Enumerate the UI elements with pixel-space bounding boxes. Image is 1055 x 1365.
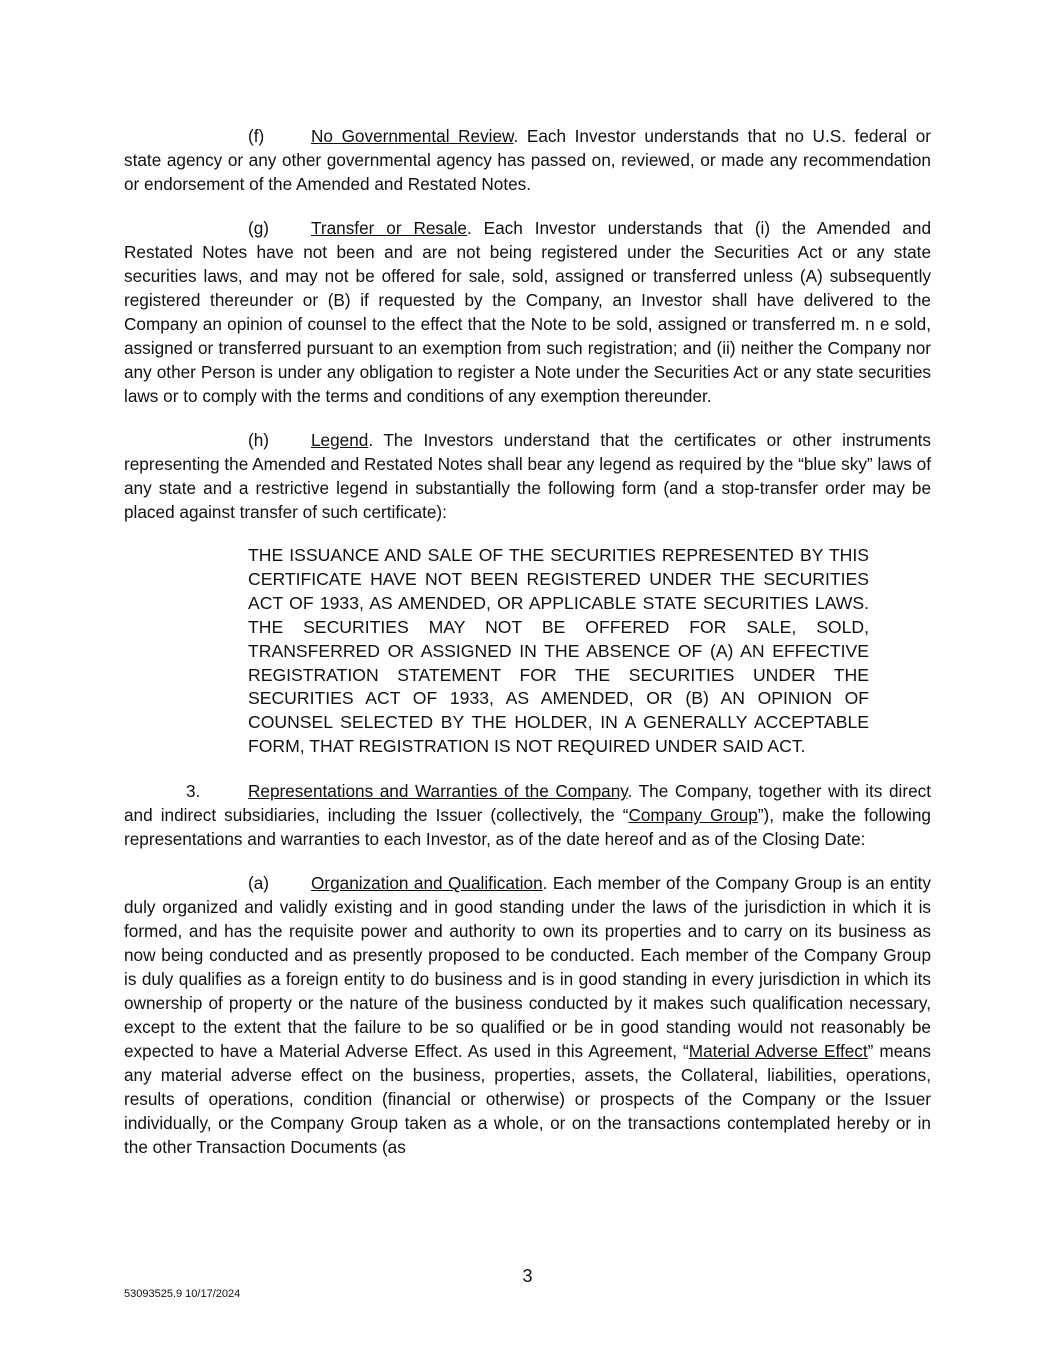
paragraph-heading: Organization and Qualification (311, 873, 543, 894)
document-page (124, 124, 931, 1179)
section-text: ”), make the following representations and warranties to each Investor, as of the date hereof and as of the Closing Date: (124, 805, 931, 850)
paragraph-heading: Legend (311, 430, 369, 450)
defined-term: Material Adverse Effect (688, 1041, 868, 1062)
paragraph-heading: Transfer or Resale (311, 218, 467, 238)
paragraph-text: . Each Investor understands that (i) the Amended and Restated Notes have not been and are not being registered under the Securities Act or any state securities laws, and may not be offered for sale, sold, assigned or transferred unless (A) subsequently registered thereunder or (B) if requested by the Company, an Investor shall have delivered to the Company an opinion of counsel to the effect that the Note to be sold, assigned or transferred m. n e sold, assigned or transferred pursuant to an exemption from such registration; and (ii) neither the Company nor any other Person is under any obligation to register a Note under the Securities Act or any state securities laws or to comply with the terms and conditions of any exemption thereunder. (124, 218, 931, 406)
paragraph-text: . Each Investor understands that no U.S. federal or state agency or any other governmental agency has passed on, reviewed, or made any recommendation or endorsement of the Amended and Restated Notes. (124, 126, 931, 194)
section-marker: 3. (186, 781, 201, 802)
section-3 (124, 779, 931, 851)
paragraph-h (124, 428, 931, 524)
paragraph-f (124, 124, 931, 196)
defined-term: Company Group (628, 805, 758, 826)
document-id: 53093525.9 10/17/2024 (124, 1288, 241, 1300)
section-heading: Representations and Warranties of the Company (248, 781, 628, 802)
paragraph-marker: (h) (248, 430, 270, 450)
paragraph-g (124, 216, 931, 408)
paragraph-text: . Each member of the Company Group is an entity duly organized and validly existing and in good standing under the laws of the jurisdiction in which it is formed, and has the requisite power and authority to own its properties and to carry on its business as now being conducted and as presently proposed to be conducted. Each member of the Company Group is duly qualifies as a foreign entity to do business and is in good standing in every jurisdiction in which its ownership of property or the nature of the business conducted by it makes such qualification necessary, except to the extent that the failure to be so qualified or be in good standing would not reasonably be expected to have a Material Adverse Effect. As used in this Agreement, “ (124, 873, 931, 1062)
paragraph-a (124, 871, 931, 1159)
paragraph-marker: (f) (248, 126, 265, 146)
paragraph-heading: No Governmental Review (311, 126, 514, 146)
page-number: 3 (522, 1266, 533, 1286)
paragraph-marker: (a) (248, 873, 270, 894)
section-text: . The Company, together with its direct and indirect subsidiaries, including the Issuer (collectively, the “ (124, 781, 931, 826)
paragraph-text: . The Investors understand that the certificates or other instruments representing the Amended and Restated Notes shall bear any legend as required by the “blue sky” laws of any state and a restrictive legend in substantially the following form (and a stop-transfer order may be placed against transfer of such certificate): (124, 430, 931, 522)
paragraph-text: ” means any material adverse effect on the business, properties, assets, the Collateral, liabilities, operations, results of operations, condition (financial or otherwise) or prospects of the Company or the Issuer individually, or the Company Group taken as a whole, or on the transactions contemplated hereby or in the other Transaction Documents (as (124, 1041, 931, 1158)
paragraph-marker: (g) (248, 218, 270, 238)
restrictive-legend: THE ISSUANCE AND SALE OF THE SECURITIES REPRESENTED BY THIS CERTIFICATE HAVE NOT BEEN REGISTERED UNDER THE SECURITIES ACT OF 1933, AS AMENDED, OR APPLICABLE STATE SECURITIES LAWS. THE SECURITIES MAY NOT BE OFFERED FOR SALE, SOLD, TRANSFERRED OR ASSIGNED IN THE ABSENCE OF (A) AN EFFECTIVE REGISTRATION STATEMENT FOR THE SECURITIES UNDER THE SECURITIES ACT OF 1933, AS AMENDED, OR (B) AN OPINION OF COUNSEL SELECTED BY THE HOLDER, IN A GENERALLY ACCEPTABLE FORM, THAT REGISTRATION IS NOT REQUIRED UNDER SAID ACT. (248, 545, 869, 757)
